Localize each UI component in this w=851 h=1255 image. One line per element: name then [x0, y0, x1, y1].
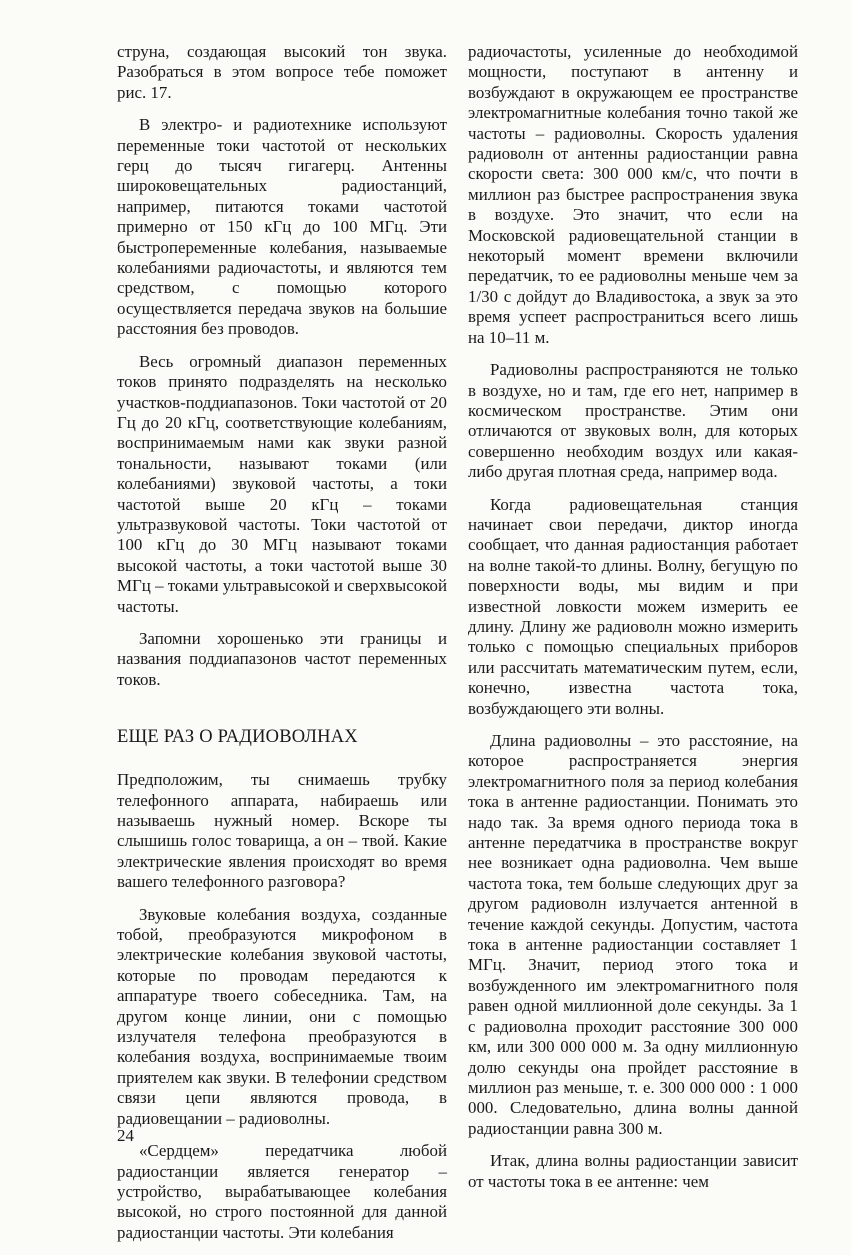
section-title: ЕЩЕ РАЗ О РАДИОВОЛНАХ: [117, 727, 358, 748]
paragraph: В электро- и радиотехнике используют переменные токи частотой от нескольких герц до тысяч гигагерц. Антенны широковещательных радиостанций, например, питаются токами частотой примерно от 150 кГц до 100 МГц. Эти быстропеременные колебания, называемые колебаниями радиочастоты, и являются тем средством, с помощью которого осуществляется передача звуков на большие расстояния без проводов.: [117, 115, 447, 339]
paragraph: Когда радиовещательная станция начинает свои передачи, диктор иногда сообщает, что данная радиостанция работает на волне такой-то длины. Волну, бегущую по поверхности воды, мы видим и при известной ловкости можем измерить ее длину. Длину же радиоволн можно измерить только с помощью специальных приборов или рассчитать математическим путем, если, конечно, известна частота тока, возбуждающего эти волны.: [468, 494, 798, 718]
paragraph: струна, создающая высокий тон звука. Разобраться в этом вопросе тебе поможет рис. 17.: [117, 42, 447, 102]
page-number: 24: [117, 1126, 134, 1145]
paragraph: Весь огромный диапазон переменных токов принято подразделять на несколько участков-поддиапазонов. Токи частотой от 20 Гц до 20 кГц, соответствующие колебаниям, воспринимаемым нами как звуки разной тональности, называют токами (или колебаниями) звуковой частоты, а токи частотой выше 20 кГц – токами ультразвуковой частоты. Токи частотой от 100 кГц до 30 МГц называют токами высокой частоты, а токи частотой выше 30 МГц – токами ультравысокой и сверхвысокой частоты.: [117, 351, 447, 616]
paragraph: «Сердцем» передатчика любой радиостанции является генератор – устройство, вырабатывающее колебания высокой, но строго постоянной для данной радиостанции частоты. Эти колебания: [117, 1141, 447, 1242]
paragraph: Итак, длина волны радиостанции зависит от частоты тока в ее антенне: чем: [468, 1151, 798, 1191]
paragraph: радиочастоты, усиленные до необходимой мощности, поступают в антенну и возбуждают в окружающем ее пространстве электромагнитные колебания точно такой же частоты – радиоволны. Скорость удаления радиоволн от антенны радиостанции равна скорости света: 300 000 км/с, что почти в миллион раз быстрее распространения звука в воздухе. Это значит, что если на Московской радиовещательной станции в некоторый момент времени включили передатчик, то ее радиоволны меньше чем за 1/30 с дойдут до Владивостока, а звук за это время успеет распространиться всего лишь на 10–11 м.: [468, 42, 798, 347]
paragraph: Длина радиоволны – это расстояние, на которое распространяется энергия электромагнитного поля за период колебания тока в антенне радиостанции. Понимать это надо так. За время одного периода тока в антенне передатчика в пространстве вокруг нее возникает одна радиоволна. Чем выше частота тока, тем больше следующих друг за другом радиоволн излучается антенной в течение каждой секунды. Допустим, частота тока в антенне радиостанции составляет 1 МГц. Значит, период этого тока и возбужденного им электромагнитного поля равен одной миллионной доле секунды. За 1 с радиоволна проходит расстояние 300 000 км, или 300 000 000 м. За одну миллионную долю секунды она пройдет расстояние в миллион раз меньше, т. е. 300 000 000 : 1 000 000. Следовательно, длина волны данной радиостанции равна 300 м.: [468, 731, 798, 1138]
right-column: [468, 42, 798, 1204]
left-column: [117, 42, 447, 1255]
paragraph: Предположим, ты снимаешь трубку телефонного аппарата, набираешь или называешь нужный номер. Вскоре ты слышишь голос товарища, а он – твой. Какие электрические явления происходят во время вашего телефонного разговора?: [117, 770, 447, 892]
paragraph: Звуковые колебания воздуха, созданные тобой, преобразуются микрофоном в электрические колебания звуковой частоты, которые по проводам передаются к аппаратуре твоего собеседника. Там, на другом конце линии, они с помощью излучателя телефона преобразуются в колебания воздуха, воспринимаемые твоим приятелем как звуки. В телефонии средством связи цепи являются провода, в радиовещании – радиоволны.: [117, 904, 447, 1128]
paragraph: Радиоволны распространяются не только в воздухе, но и там, где его нет, например в космическом пространстве. Этим они отличаются от звуковых волн, для которых совершенно необходим воздух или какая-либо другая плотная среда, например вода.: [468, 360, 798, 482]
paragraph: Запомни хорошенько эти границы и названия поддиапазонов частот переменных токов.: [117, 628, 447, 689]
